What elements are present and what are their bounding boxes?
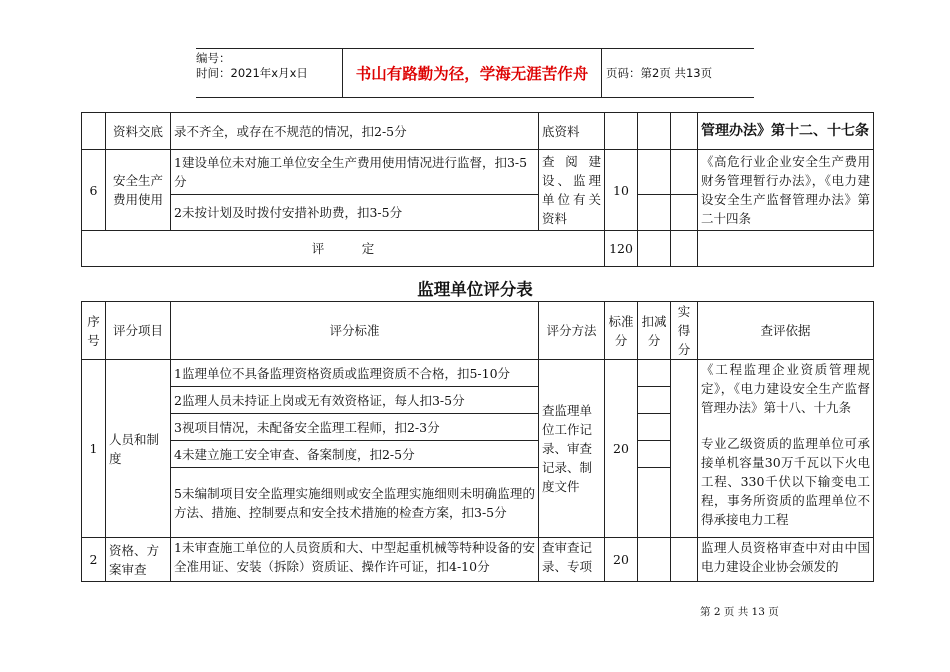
time-label: 时间：2021年x月x日 — [196, 66, 308, 80]
score-cell: 20 — [605, 360, 638, 538]
total-row — [82, 231, 874, 267]
method-cell: 查审查记录、专项 — [539, 538, 605, 582]
supervision-score-table — [81, 301, 874, 582]
col-header-item: 评分项目 — [106, 302, 171, 360]
item-cell: 安全生产费用使用 — [106, 150, 171, 231]
total-score: 120 — [605, 231, 638, 267]
table-row — [82, 113, 874, 150]
row-number: 2 — [82, 538, 106, 582]
page-header — [196, 48, 754, 98]
item-cell: 资料交底 — [106, 113, 171, 150]
item-cell: 人员和制度 — [106, 360, 171, 538]
col-header-actual: 实得分 — [671, 302, 698, 360]
row-number: 1 — [82, 360, 106, 538]
basis-cell: 监理人员资格审查中对由中国电力建设企业协会颁发的 — [698, 538, 874, 582]
item-cell: 资格、方案审查 — [106, 538, 171, 582]
basis-text-2: 专业乙级资质的监理单位可承接单机容量30万千瓦以下火电工程、330千伏以下输变电工程，事务所资质的监理单位不得承接电力工程 — [701, 436, 870, 527]
header-meta — [196, 49, 340, 99]
criteria-cell: 1建设单位未对施工单位安全生产费用使用情况进行监督，扣3-5分 — [171, 150, 539, 195]
basis-text-1: 《工程监理企业资质管理规定》，《电力建设安全生产监督管理办法》第十八、十九条 — [701, 362, 870, 415]
criteria-cell: 5未编制项目安全监理实施细则或安全监理实施细则未明确监理的方法、措施、控制要点和安全技术措施的检查方案，扣3-5分 — [171, 468, 539, 538]
criteria-cell: 2未按计划及时拨付安措补助费，扣3-5分 — [171, 195, 539, 231]
basis-cell — [698, 360, 874, 538]
code-label: 编号： — [196, 51, 231, 65]
method-cell: 查监理单位工作记录、审查记录、制度文件 — [539, 360, 605, 538]
col-header-criteria: 评分标准 — [171, 302, 539, 360]
method-cell: 底资料 — [539, 113, 605, 150]
table-row — [82, 360, 874, 387]
criteria-cell: 4未建立施工安全审查、备案制度，扣2-5分 — [171, 441, 539, 468]
method-cell: 查阅建设、监理单位有关资料 — [539, 150, 605, 231]
col-header-no: 序号 — [82, 302, 106, 360]
score-cell: 20 — [605, 538, 638, 582]
criteria-cell: 录不齐全，或存在不规范的情况，扣2-5分 — [171, 113, 539, 150]
table-row — [82, 150, 874, 195]
table-title: 监理单位评分表 — [417, 280, 533, 299]
criteria-cell: 1未审查施工单位的人员资质和大、中型起重机械等特种设备的安全准用证、安装（拆除）资质证、操作许可证，扣4-10分 — [171, 538, 539, 582]
page-label: 页码：第2页 共13页 — [606, 66, 713, 80]
col-header-method: 评分方法 — [539, 302, 605, 360]
score-cell: 10 — [605, 150, 638, 231]
header-motto: 书山有路勤为径，学海无涯苦作舟 — [342, 49, 602, 97]
criteria-cell: 2监理人员未持证上岗或无有效资格证，每人扣3-5分 — [171, 387, 539, 414]
total-label: 评 定 — [82, 231, 605, 267]
basis-cell: 管理办法》第十二、十七条 — [698, 113, 874, 150]
col-header-deduct: 扣减分 — [638, 302, 671, 360]
col-header-basis: 查评依据 — [698, 302, 874, 360]
page-footer: 第 2 页 共 13 页 — [700, 606, 779, 618]
table-row — [82, 538, 874, 582]
construction-score-table — [81, 112, 874, 267]
criteria-cell: 3视项目情况，未配备安全监理工程师，扣2-3分 — [171, 414, 539, 441]
criteria-cell: 1监理单位不具备监理资格资质或监理资质不合格，扣5-10分 — [171, 360, 539, 387]
basis-cell: 《高危行业企业安全生产费用财务管理暂行办法》，《电力建设安全生产监督管理办法》第二十四条 — [698, 150, 874, 231]
col-header-std: 标准分 — [605, 302, 638, 360]
header-row — [82, 302, 874, 360]
row-number: 6 — [82, 150, 106, 231]
